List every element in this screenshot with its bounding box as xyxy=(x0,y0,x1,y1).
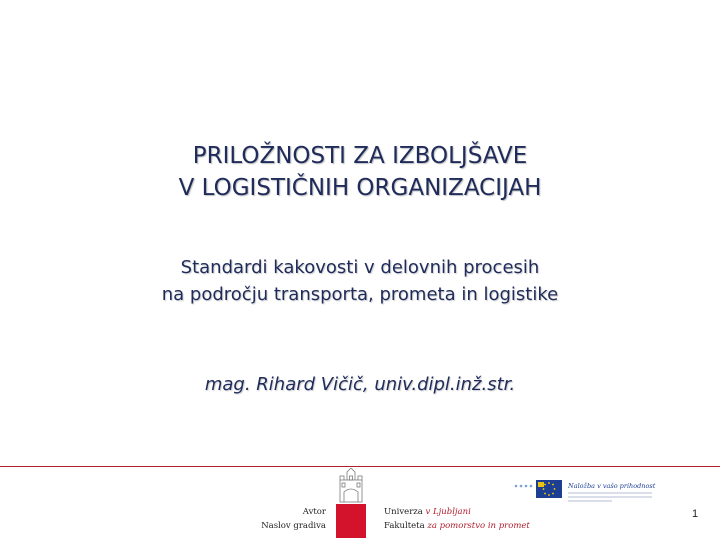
faculty-name: za pomorstvo in promet xyxy=(427,521,530,531)
footer-material-label: Naslov gradiva xyxy=(261,521,326,531)
footer-author-label: Avtor xyxy=(302,507,326,517)
university-crest-logo xyxy=(336,468,366,538)
slide-subtitle xyxy=(0,254,720,308)
footer-faculty xyxy=(384,519,530,533)
author-name: mag. Rihard Vičič, univ.dipl.inž.str. xyxy=(204,374,516,395)
slide-title xyxy=(0,140,720,204)
university-city: v Ljubljani xyxy=(425,507,471,517)
page-number: 1 xyxy=(692,508,699,520)
title-line-2: V LOGISTIČNIH ORGANIZACIJAH xyxy=(178,175,542,201)
eu-funding-logo xyxy=(512,478,662,510)
title-line-1: PRILOŽNOSTI ZA IZBOLJŠAVE xyxy=(192,143,528,169)
footer-university xyxy=(384,505,530,519)
eu-tagline: Naložba v vašo prihodnost xyxy=(568,482,656,490)
university-label: Univerza xyxy=(384,507,426,517)
subtitle-line-1: Standardi kakovosti v delovnih procesih xyxy=(180,257,540,278)
footer-divider xyxy=(0,466,720,467)
eu-stars-trail xyxy=(515,485,533,488)
footer-university-block xyxy=(384,505,530,533)
subtitle-line-2: na področju transporta, prometa in logistike xyxy=(161,284,559,305)
footer-author-block xyxy=(261,505,326,533)
faculty-label: Fakulteta xyxy=(384,521,428,531)
